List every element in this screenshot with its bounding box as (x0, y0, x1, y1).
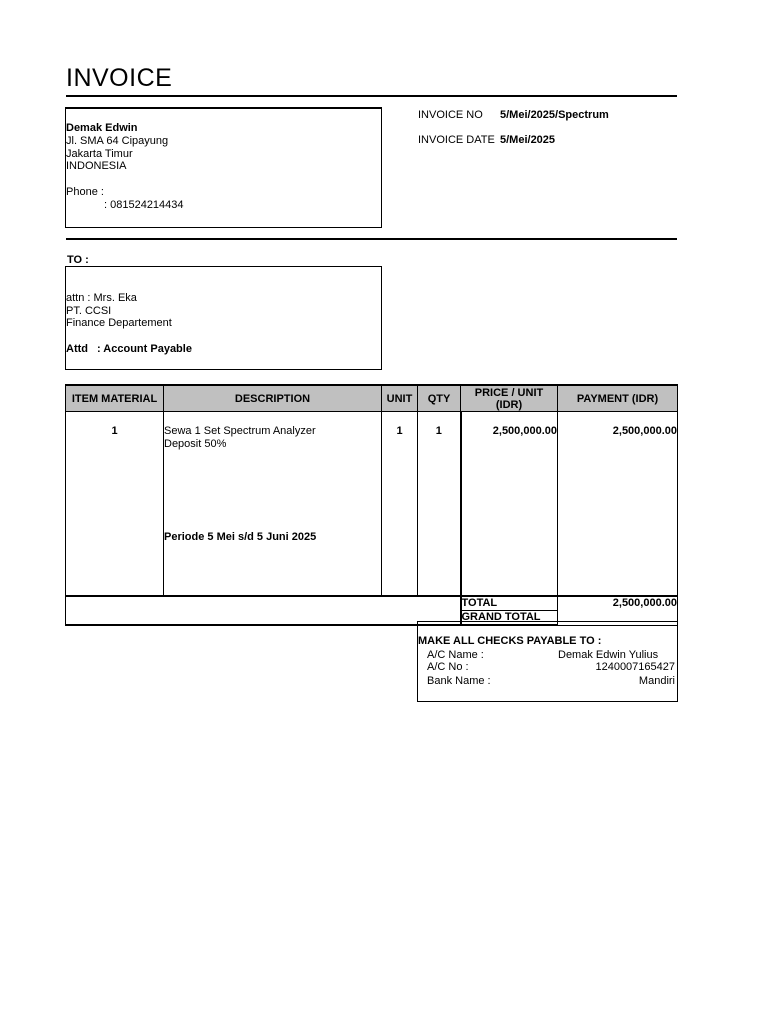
bank-name-label: Bank Name : (427, 675, 491, 687)
total-spacer (66, 596, 461, 625)
bank-name-value: Mandiri (638, 675, 675, 687)
recipient-department: Finance Departement (66, 317, 172, 329)
row-payment: 2,500,000.00 (558, 412, 678, 597)
section-divider (66, 238, 677, 240)
header-price-unit: PRICE / UNIT (IDR) (461, 385, 558, 412)
recipient-attn: attn : Mrs. Eka (66, 292, 137, 304)
invoice-date-value: 5/Mei/2025 (500, 134, 556, 146)
items-table (65, 384, 678, 626)
payment-heading: MAKE ALL CHECKS PAYABLE TO : (418, 635, 602, 647)
invoice-title: INVOICE (66, 64, 173, 92)
row-item-material: 1 (66, 412, 164, 597)
row-description-line1: Sewa 1 Set Spectrum Analyzer (164, 425, 316, 437)
total-label: TOTAL (462, 597, 558, 611)
recipient-attd-label: Attd (66, 343, 88, 355)
sender-name: Demak Edwin (66, 122, 138, 134)
header-item-material: ITEM MATERIAL (66, 385, 164, 412)
recipient-attd-value: : Account Payable (97, 343, 192, 355)
sender-address-line1: Jl. SMA 64 Cipayung (66, 135, 169, 147)
ac-no-value: 1240007165427 (595, 661, 675, 673)
ac-no-label: A/C No : (427, 661, 469, 673)
sender-address-line2: Jakarta Timur (66, 148, 133, 160)
header-qty: QTY (418, 385, 461, 412)
table-header-row (66, 385, 678, 412)
recipient-company: PT. CCSI (66, 305, 112, 317)
row-price: 2,500,000.00 (461, 412, 558, 597)
ac-name-label: A/C Name : (427, 649, 484, 661)
row-unit: 1 (382, 412, 418, 597)
total-value: 2,500,000.00 (558, 596, 678, 625)
invoice-no-value: 5/Mei/2025/Spectrum (500, 109, 609, 121)
header-description: DESCRIPTION (164, 385, 382, 412)
invoice-date-label: INVOICE DATE (418, 134, 495, 146)
to-label: TO : (67, 254, 89, 266)
invoice-no-label: INVOICE NO (418, 109, 483, 121)
row-description-line2: Deposit 50% (164, 438, 227, 450)
header-divider (66, 95, 677, 97)
row-description (164, 412, 382, 597)
sender-phone-label: Phone : (66, 186, 104, 198)
table-row (66, 412, 678, 597)
header-payment: PAYMENT (IDR) (558, 385, 678, 412)
row-qty: 1 (418, 412, 461, 597)
row-period: Periode 5 Mei s/d 5 Juni 2025 (164, 531, 317, 543)
sender-country: INDONESIA (66, 160, 127, 172)
grand-total-label: GRAND TOTAL (461, 611, 541, 623)
sender-phone-value: : 081524214434 (104, 199, 184, 211)
ac-name-value: Demak Edwin Yulius (558, 649, 659, 661)
header-unit: UNIT (382, 385, 418, 412)
